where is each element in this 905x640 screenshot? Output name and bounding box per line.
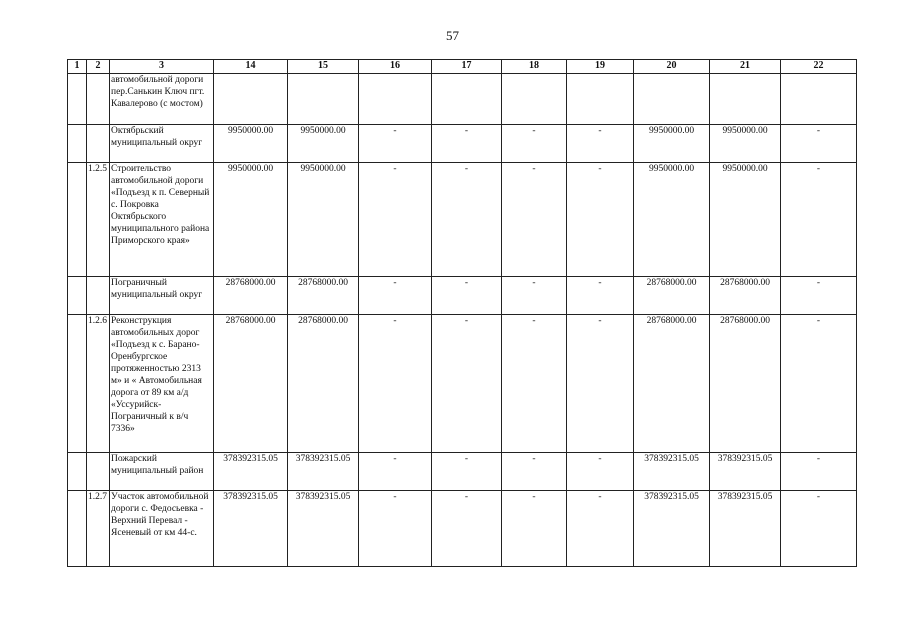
value-cell: 28768000.00: [214, 315, 288, 453]
table-row: [68, 125, 857, 163]
value-cell: -: [781, 277, 857, 315]
value-cell: -: [432, 163, 502, 277]
row-index-cell: [68, 163, 87, 277]
value-cell: 28768000.00: [710, 277, 781, 315]
value-cell: [634, 74, 710, 125]
value-cell: -: [359, 453, 432, 491]
column-header: 20: [634, 60, 710, 74]
value-cell: -: [359, 491, 432, 567]
value-cell: 378392315.05: [634, 491, 710, 567]
value-cell: -: [432, 453, 502, 491]
value-cell: -: [502, 125, 567, 163]
value-cell: 9950000.00: [634, 163, 710, 277]
column-header: 14: [214, 60, 288, 74]
column-header: 16: [359, 60, 432, 74]
value-cell: 378392315.05: [288, 453, 359, 491]
value-cell: 378392315.05: [710, 453, 781, 491]
value-cell: -: [359, 125, 432, 163]
value-cell: -: [781, 491, 857, 567]
value-cell: 28768000.00: [634, 315, 710, 453]
row-index-cell: [87, 453, 110, 491]
value-cell: -: [567, 491, 634, 567]
value-cell: -: [359, 163, 432, 277]
row-index-cell: 1.2.5: [87, 163, 110, 277]
value-cell: -: [359, 315, 432, 453]
value-cell: 28768000.00: [288, 277, 359, 315]
value-cell: [710, 74, 781, 125]
row-index-cell: [68, 125, 87, 163]
row-index-cell: [68, 453, 87, 491]
row-name-cell: Пожарский муниципальный район: [110, 453, 214, 491]
row-name-cell: Октябрьский муниципальный округ: [110, 125, 214, 163]
value-cell: 9950000.00: [634, 125, 710, 163]
column-header: 22: [781, 60, 857, 74]
value-cell: -: [781, 453, 857, 491]
value-cell: [567, 74, 634, 125]
header-row: [68, 60, 857, 74]
row-index-cell: 1.2.7: [87, 491, 110, 567]
row-index-cell: [87, 74, 110, 125]
page-number: 57: [446, 28, 459, 43]
value-cell: 378392315.05: [710, 491, 781, 567]
value-cell: -: [781, 125, 857, 163]
row-index-cell: [87, 125, 110, 163]
value-cell: [288, 74, 359, 125]
value-cell: 28768000.00: [634, 277, 710, 315]
value-cell: 378392315.05: [214, 453, 288, 491]
table-row: [68, 453, 857, 491]
table-row: [68, 74, 857, 125]
value-cell: 378392315.05: [634, 453, 710, 491]
row-index-cell: [68, 277, 87, 315]
value-cell: 9950000.00: [214, 125, 288, 163]
value-cell: -: [432, 277, 502, 315]
value-cell: 9950000.00: [710, 125, 781, 163]
value-cell: -: [502, 491, 567, 567]
value-cell: 28768000.00: [288, 315, 359, 453]
value-cell: -: [567, 163, 634, 277]
value-cell: -: [502, 315, 567, 453]
value-cell: -: [567, 125, 634, 163]
row-index-cell: [87, 277, 110, 315]
column-header: 15: [288, 60, 359, 74]
value-cell: -: [359, 277, 432, 315]
column-header: 18: [502, 60, 567, 74]
column-header: 21: [710, 60, 781, 74]
value-cell: 9950000.00: [288, 163, 359, 277]
column-header: 1: [68, 60, 87, 74]
value-cell: [359, 74, 432, 125]
value-cell: -: [567, 277, 634, 315]
value-cell: 378392315.05: [288, 491, 359, 567]
column-header: 3: [110, 60, 214, 74]
value-cell: -: [502, 163, 567, 277]
table-row: [68, 163, 857, 277]
value-cell: -: [781, 315, 857, 453]
value-cell: 378392315.05: [214, 491, 288, 567]
value-cell: 9950000.00: [710, 163, 781, 277]
value-cell: -: [432, 315, 502, 453]
budget-table: [67, 59, 857, 567]
value-cell: 9950000.00: [214, 163, 288, 277]
value-cell: 9950000.00: [288, 125, 359, 163]
value-cell: -: [432, 491, 502, 567]
row-name-cell: Пограничный муниципальный округ: [110, 277, 214, 315]
table-row: [68, 277, 857, 315]
row-name-cell: Реконструкция автомобильных дорог «Подъезд к с. Барано-Оренбургское протяженностью 2313 м» и « Автомобильная дорога от 89 км а/д «Уссурийск-Пограничный к в/ч 7336»: [110, 315, 214, 453]
value-cell: [432, 74, 502, 125]
row-index-cell: [68, 315, 87, 453]
value-cell: 28768000.00: [710, 315, 781, 453]
column-header: 17: [432, 60, 502, 74]
value-cell: 28768000.00: [214, 277, 288, 315]
row-name-cell: Строительство автомобильной дороги «Подъезд к п. Северный с. Покровка Октябрьского муниципального района Приморского края»: [110, 163, 214, 277]
value-cell: [214, 74, 288, 125]
table-row: [68, 491, 857, 567]
row-index-cell: [68, 491, 87, 567]
value-cell: -: [567, 453, 634, 491]
value-cell: -: [502, 453, 567, 491]
column-header: 19: [567, 60, 634, 74]
value-cell: -: [567, 315, 634, 453]
value-cell: -: [781, 163, 857, 277]
value-cell: -: [432, 125, 502, 163]
value-cell: [502, 74, 567, 125]
column-header: 2: [87, 60, 110, 74]
table-row: [68, 315, 857, 453]
row-name-cell: автомобильной дороги пер.Санькин Ключ пгт. Кавалерово (с мостом): [110, 74, 214, 125]
row-index-cell: 1.2.6: [87, 315, 110, 453]
row-name-cell: Участок автомобильной дороги с. Федосьевка - Верхний Перевал - Ясеневый от км 44-с.: [110, 491, 214, 567]
row-index-cell: [68, 74, 87, 125]
value-cell: [781, 74, 857, 125]
value-cell: -: [502, 277, 567, 315]
